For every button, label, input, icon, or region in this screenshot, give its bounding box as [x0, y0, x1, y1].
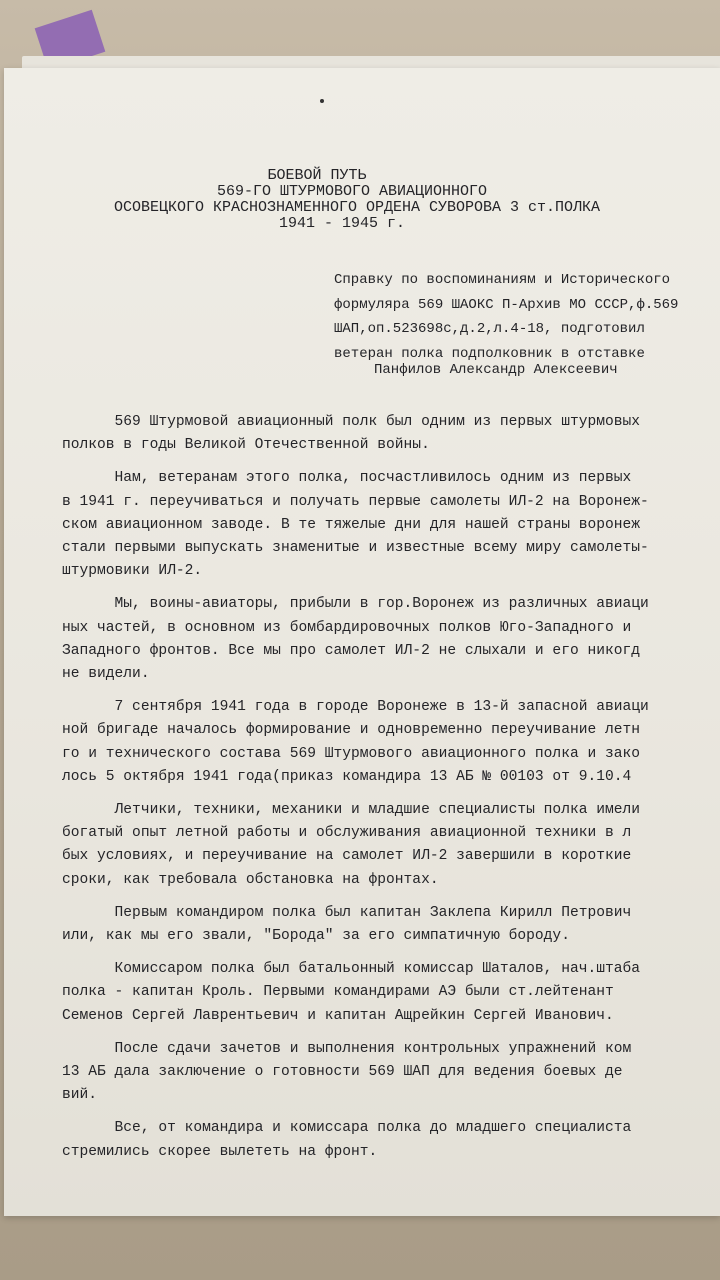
document-title	[4, 168, 720, 232]
title-line: БОЕВОЙ ПУТЬ	[267, 167, 367, 184]
text-line: полка - капитан Кроль. Первыми командирами АЭ были ст.лейтенант	[62, 984, 614, 1001]
text-line: лось 5 октября 1941 года(приказ командира 13 АБ № 00103 от 9.10.4	[62, 768, 632, 785]
text-line: стали первыми выпускать знаменитые и известные всему миру самолеты-	[62, 540, 649, 557]
paragraph-gap	[62, 583, 720, 593]
paragraph	[62, 1117, 720, 1163]
text-line: ных частей, в основном из бомбардировочных полков Юго-Западного и	[62, 619, 632, 636]
text-line: полков в годы Великой Отечественной войны.	[62, 437, 430, 454]
text-line: или, как мы его звали, "Борода" за его симпатичную бороду.	[62, 928, 570, 945]
text-line: в 1941 г. переучиваться и получать первые самолеты ИЛ-2 на Воронеж-	[62, 493, 649, 510]
text-line: стремились скорее вылететь на фронт.	[62, 1143, 378, 1160]
document-page	[4, 68, 720, 1216]
text-line: ском авиационном заводе. В те тяжелые дни для нашей страны воронеж	[62, 516, 641, 533]
paragraph-gap	[62, 948, 720, 958]
reference-line: Справку по воспоминаниям и Исторического	[334, 272, 671, 288]
title-line: 1941 - 1945 г.	[278, 215, 406, 232]
paragraph	[62, 958, 720, 1028]
reference-line: формуляра 569 ШАОКС П-Архив МО СССР,ф.569	[334, 296, 679, 313]
text-line: Нам, ветеранам этого полка, посчастливилось одним из первых	[62, 470, 632, 487]
paragraph-gap	[62, 686, 720, 696]
text-line: вий.	[62, 1087, 98, 1104]
text-line: Первым командиром полка был капитан Заклепа Кирилл Петрович	[62, 904, 632, 921]
text-line: не видели.	[62, 666, 150, 683]
paragraph	[62, 902, 720, 948]
text-line: Все, от командира и комиссара полка до младшего специалиста	[62, 1120, 632, 1137]
text-line: богатый опыт летной работы и обслуживания авиационной техники в л	[62, 825, 632, 842]
text-line: Западного фронтов. Все мы про самолет ИЛ-2 не слыхали и его никогд	[62, 642, 641, 659]
title-line: 569-ГО ШТУРМОВОГО АВИАЦИОННОГО	[216, 183, 488, 200]
text-line: штурмовики ИЛ-2.	[62, 563, 203, 580]
text-line: ной бригаде началось формирование и одновременно переучивание летн	[62, 722, 641, 739]
paragraph-gap	[62, 1028, 720, 1038]
text-line: 7 сентября 1941 года в городе Воронеже в 13-й запасной авиаци	[62, 699, 649, 716]
reference-line: ветеран полка подполковник в отставке	[334, 345, 645, 362]
reference-line: ШАП,оп.523698с,д.2,л.4-18, подготовил	[334, 321, 645, 337]
author-name: Панфилов Александр Алексеевич	[374, 362, 618, 378]
paragraph-gap	[62, 789, 720, 799]
punch-mark	[320, 99, 324, 103]
paragraph	[62, 411, 720, 457]
paragraph	[62, 1038, 720, 1108]
text-line: После сдачи зачетов и выполнения контрольных упражнений ком	[62, 1040, 632, 1057]
document-body	[62, 411, 720, 1164]
reference-block	[334, 268, 678, 366]
bleed-through-text	[74, 128, 578, 160]
text-line: бых условиях, и переучивание на самолет ИЛ-2 завершили в короткие	[62, 848, 632, 865]
paragraph	[62, 799, 720, 892]
paragraph	[62, 696, 720, 789]
paragraph	[62, 593, 720, 686]
text-line: сроки, как требовала обстановка на фронтах.	[62, 871, 439, 888]
text-line: Летчики, техники, механики и младшие специалисты полка имели	[62, 802, 641, 819]
text-line: Мы, воины-авиаторы, прибыли в гор.Воронеж из различных авиаци	[62, 596, 649, 613]
paragraph-gap	[62, 892, 720, 902]
text-line: 569 Штурмовой авиационный полк был одним из первых штурмовых	[62, 414, 641, 430]
text-line: Семенов Сергей Лаврентьевич и капитан Ащрейкин Сергей Иванович.	[62, 1007, 614, 1024]
text-line: Комиссаром полка был батальонный комиссар Шаталов, нач.штаба	[62, 961, 641, 978]
title-line: ОСОВЕЦКОГО КРАСНОЗНАМЕННОГО ОРДЕНА СУВОРОВА 3 ст.ПОЛКА	[113, 199, 601, 216]
paragraph	[62, 467, 720, 583]
text-line: 13 АБ дала заключение о готовности 569 ШАП для ведения боевых де	[62, 1064, 623, 1081]
text-line: го и технического состава 569 Штурмового авиационного полка и зако	[62, 745, 641, 762]
paragraph-gap	[62, 1107, 720, 1117]
paragraph-gap	[62, 457, 720, 467]
